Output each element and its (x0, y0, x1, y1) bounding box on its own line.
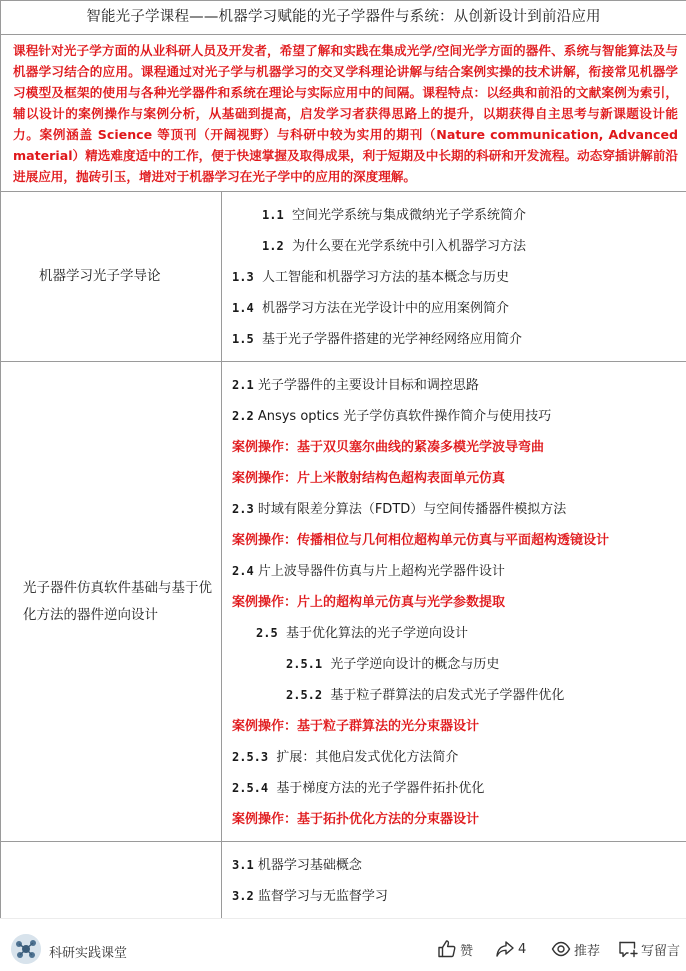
item-number: 3.1 (232, 858, 254, 872)
like-button[interactable] (437, 939, 473, 959)
item-text: 基于粒子群算法的启发式光子学器件优化 (330, 688, 564, 703)
item-text: 光子学逆向设计的概念与历史 (330, 657, 499, 672)
module-items (222, 362, 686, 842)
item-number: 1.4 (232, 301, 254, 315)
item-number: 2.1 (232, 378, 254, 392)
item-number: 2.4 (232, 564, 254, 578)
item-number: 2.5 (256, 626, 278, 640)
outline-item (232, 494, 682, 525)
outline-item (232, 881, 682, 912)
item-text: 监督学习与无监督学习 (258, 889, 388, 904)
outline-item (232, 680, 682, 711)
item-text: 基于光子学器件搭建的光学神经网络应用简介 (262, 332, 522, 347)
module-name: 机器学习光子学导论 (1, 192, 222, 362)
module-items (222, 842, 686, 919)
recommend-button[interactable] (551, 939, 600, 959)
outline-item (232, 293, 682, 324)
thumbs-up-icon (437, 939, 457, 959)
item-number: 2.3 (232, 502, 254, 516)
item-number: 2.5.1 (286, 657, 322, 671)
item-number: 1.5 (232, 332, 254, 346)
item-text: 时域有限差分算法（FDTD）与空间传播器件模拟方法 (258, 502, 566, 517)
recommend-icon (551, 939, 571, 959)
outline-item (232, 231, 682, 262)
item-number: 2.5.4 (232, 781, 268, 795)
module-name (1, 842, 222, 919)
outline-item (232, 742, 682, 773)
item-text: 基于优化算法的光子学逆向设计 (286, 626, 468, 641)
item-number: 2.5.2 (286, 688, 322, 702)
outline-item (232, 649, 682, 680)
outline-item (232, 401, 682, 432)
bottom-action-bar (0, 918, 686, 971)
share-button[interactable] (495, 939, 526, 959)
outline-item (232, 200, 682, 231)
outline-item (232, 370, 682, 401)
comment-icon (618, 939, 638, 959)
item-text: 扩展：其他启发式优化方法简介 (276, 750, 458, 765)
item-number: 1.1 (262, 208, 284, 222)
module-row (1, 192, 686, 362)
outline-item (232, 618, 682, 649)
item-text: 机器学习方法在光学设计中的应用案例简介 (262, 301, 509, 316)
like-label: 赞 (460, 940, 473, 959)
comment-label: 写留言 (641, 940, 680, 959)
module-row (1, 362, 686, 842)
case-item: 案例操作：片上的超构单元仿真与光学参数提取 (232, 587, 682, 618)
case-item: 案例操作：基于拓扑优化方法的分束器设计 (232, 804, 682, 835)
course-title: 智能光子学课程——机器学习赋能的光子学器件与系统：从创新设计到前沿应用 (1, 1, 686, 35)
module-items (222, 192, 686, 362)
outline-item (232, 556, 682, 587)
outline-item (232, 324, 682, 355)
item-text: 空间光学系统与集成微纳光子学系统简介 (292, 208, 526, 223)
item-text: 片上波导器件仿真与片上超构光学器件设计 (258, 564, 505, 579)
case-item: 案例操作：片上米散射结构色超构表面单元仿真 (232, 463, 682, 494)
item-number: 2.5.3 (232, 750, 268, 764)
item-number: 3.2 (232, 889, 254, 903)
outline-item (232, 262, 682, 293)
item-text: Ansys optics 光子学仿真软件操作简介与使用技巧 (258, 409, 551, 424)
comment-button[interactable] (618, 939, 680, 959)
item-text: 机器学习基础概念 (258, 858, 362, 873)
module-name: 光子器件仿真软件基础与基于优化方法的器件逆向设计 (1, 362, 222, 842)
item-number: 1.2 (262, 239, 284, 253)
recommend-label: 推荐 (574, 940, 600, 959)
account-avatar[interactable] (11, 934, 41, 964)
case-item: 案例操作：基于粒子群算法的光分束器设计 (232, 711, 682, 742)
intro-row (1, 35, 686, 192)
module-row (1, 842, 686, 919)
item-text: 基于梯度方法的光子学器件拓扑优化 (276, 781, 484, 796)
outline-item (232, 850, 682, 881)
item-text: 为什么要在光学系统中引入机器学习方法 (292, 239, 526, 254)
case-item: 案例操作：传播相位与几何相位超构单元仿真与平面超构透镜设计 (232, 525, 682, 556)
course-intro: 课程针对光子学方面的从业科研人员及开发者，希望了解和实践在集成光学/空间光学方面的器件、系统与智能算法及与机器学习结合的应用。课程通过对光子学与机器学习的交叉学科理论讲解与结合案例实操的技术讲解，衔接常见机器学习模型及框架的使用与各种光学器件和系统在理论与实际应用中的间隔。课程特点：以经典和前沿的文献案例为索引，辅以设计的案例操作与案例分析，从基础到提高，启发学习者获得思路上的提升，以期获得自主思考与新课题设计能力。案例涵盖 Science 等顶刊（开阔视野）与科研中较为实用的期刊（Nature communication, Advanced material）精选难度适中的工作，便于快速掌握及取得成果，利于短期及中长期的科研和开发流程。动态穿插讲解前沿进展应用，抛砖引玉，增进对于机器学习在光子学中的应用的深度理解。 (1, 35, 686, 192)
account-name[interactable]: 科研实践课堂 (49, 942, 127, 961)
item-text: 光子学器件的主要设计目标和调控思路 (258, 378, 479, 393)
title-row (1, 1, 686, 35)
item-number: 1.3 (232, 270, 254, 284)
outline-item (232, 773, 682, 804)
item-number: 2.2 (232, 409, 254, 423)
case-item: 案例操作：基于双贝塞尔曲线的紧凑多模光学波导弯曲 (232, 432, 682, 463)
share-count: 4 (518, 942, 526, 957)
share-arrow-icon (495, 939, 515, 959)
item-text: 人工智能和机器学习方法的基本概念与历史 (262, 270, 509, 285)
